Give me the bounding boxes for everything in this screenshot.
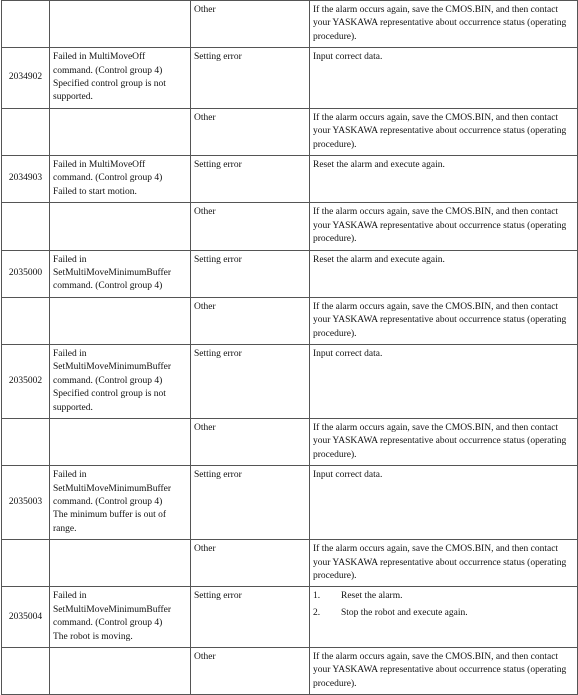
- remedy-step-text: Reset the alarm.: [341, 591, 403, 602]
- alarm-name-cell: Failed in SetMultiMoveMinimumBuffer command. (Control group 4): [50, 250, 191, 297]
- remedy-step: [313, 590, 574, 603]
- alarm-code-cell: [2, 297, 50, 344]
- alarm-code-cell: 2035000: [2, 250, 50, 297]
- cause-cell: Setting error: [191, 587, 310, 648]
- alarm-table-body: [2, 1, 578, 695]
- alarm-name-cell: [50, 1, 191, 48]
- alarm-code-cell: [2, 203, 50, 250]
- cause-cell: Other: [191, 418, 310, 465]
- table-row: [2, 203, 578, 250]
- alarm-name-cell: [50, 418, 191, 465]
- table-row: [2, 250, 578, 297]
- cause-cell: Other: [191, 648, 310, 695]
- alarm-code-cell: [2, 108, 50, 155]
- cause-cell: Other: [191, 1, 310, 48]
- remedy-cell: If the alarm occurs again, save the CMOS.BIN, and then contact your YASKAWA representative about occurrence status (operating procedure).: [310, 1, 578, 48]
- table-row: [2, 648, 578, 695]
- cause-cell: Other: [191, 203, 310, 250]
- table-row: [2, 297, 578, 344]
- cause-cell: Other: [191, 297, 310, 344]
- alarm-name-cell: Failed in MultiMoveOff command. (Control group 4) Specified control group is not supported.: [50, 48, 191, 109]
- cause-cell: Setting error: [191, 466, 310, 540]
- alarm-code-cell: [2, 540, 50, 587]
- alarm-code-cell: 2034903: [2, 156, 50, 203]
- alarm-code-cell: [2, 648, 50, 695]
- alarm-name-cell: [50, 648, 191, 695]
- alarm-code-cell: 2035002: [2, 344, 50, 418]
- alarm-name-cell: Failed in MultiMoveOff command. (Control group 4) Failed to start motion.: [50, 156, 191, 203]
- remedy-cell: [310, 587, 578, 648]
- remedy-step-number: 2.: [313, 608, 321, 619]
- cause-cell: Setting error: [191, 48, 310, 109]
- cause-cell: Setting error: [191, 250, 310, 297]
- table-row: [2, 108, 578, 155]
- alarm-name-cell: Failed in SetMultiMoveMinimumBuffer command. (Control group 4) The robot is moving.: [50, 587, 191, 648]
- table-row: [2, 418, 578, 465]
- remedy-cell: Input correct data.: [310, 466, 578, 540]
- remedy-cell: If the alarm occurs again, save the CMOS.BIN, and then contact your YASKAWA representative about occurrence status (operating procedure).: [310, 203, 578, 250]
- table-row: [2, 156, 578, 203]
- table-row: [2, 344, 578, 418]
- remedy-cell: Input correct data.: [310, 344, 578, 418]
- alarm-name-cell: [50, 108, 191, 155]
- remedy-cell: If the alarm occurs again, save the CMOS.BIN, and then contact your YASKAWA representative about occurrence status (operating procedure).: [310, 648, 578, 695]
- cause-cell: Other: [191, 540, 310, 587]
- alarm-name-cell: [50, 203, 191, 250]
- table-row: [2, 1, 578, 48]
- remedy-cell: If the alarm occurs again, save the CMOS.BIN, and then contact your YASKAWA representative about occurrence status (operating procedure).: [310, 418, 578, 465]
- table-row: [2, 48, 578, 109]
- remedy-cell: Reset the alarm and execute again.: [310, 156, 578, 203]
- remedy-cell: If the alarm occurs again, save the CMOS.BIN, and then contact your YASKAWA representative about occurrence status (operating procedure).: [310, 108, 578, 155]
- remedy-step-number: 1.: [313, 591, 321, 602]
- remedy-cell: If the alarm occurs again, save the CMOS.BIN, and then contact your YASKAWA representative about occurrence status (operating procedure).: [310, 540, 578, 587]
- cause-cell: Setting error: [191, 344, 310, 418]
- remedy-steps-list: [313, 590, 574, 620]
- remedy-cell: If the alarm occurs again, save the CMOS.BIN, and then contact your YASKAWA representative about occurrence status (operating procedure).: [310, 297, 578, 344]
- alarm-code-cell: 2035004: [2, 587, 50, 648]
- alarm-name-cell: [50, 297, 191, 344]
- alarm-table: [1, 0, 578, 695]
- table-row: [2, 540, 578, 587]
- remedy-cell: Input correct data.: [310, 48, 578, 109]
- remedy-cell: Reset the alarm and execute again.: [310, 250, 578, 297]
- alarm-code-cell: [2, 1, 50, 48]
- table-row: [2, 466, 578, 540]
- table-row: [2, 587, 578, 648]
- alarm-code-cell: 2035003: [2, 466, 50, 540]
- cause-cell: Setting error: [191, 156, 310, 203]
- cause-cell: Other: [191, 108, 310, 155]
- alarm-name-cell: Failed in SetMultiMoveMinimumBuffer command. (Control group 4) Specified control group is not supported.: [50, 344, 191, 418]
- alarm-name-cell: Failed in SetMultiMoveMinimumBuffer command. (Control group 4) The minimum buffer is out of range.: [50, 466, 191, 540]
- remedy-step: [313, 607, 574, 620]
- alarm-name-cell: [50, 540, 191, 587]
- alarm-code-cell: [2, 418, 50, 465]
- remedy-step-text: Stop the robot and execute again.: [341, 608, 468, 619]
- alarm-code-cell: 2034902: [2, 48, 50, 109]
